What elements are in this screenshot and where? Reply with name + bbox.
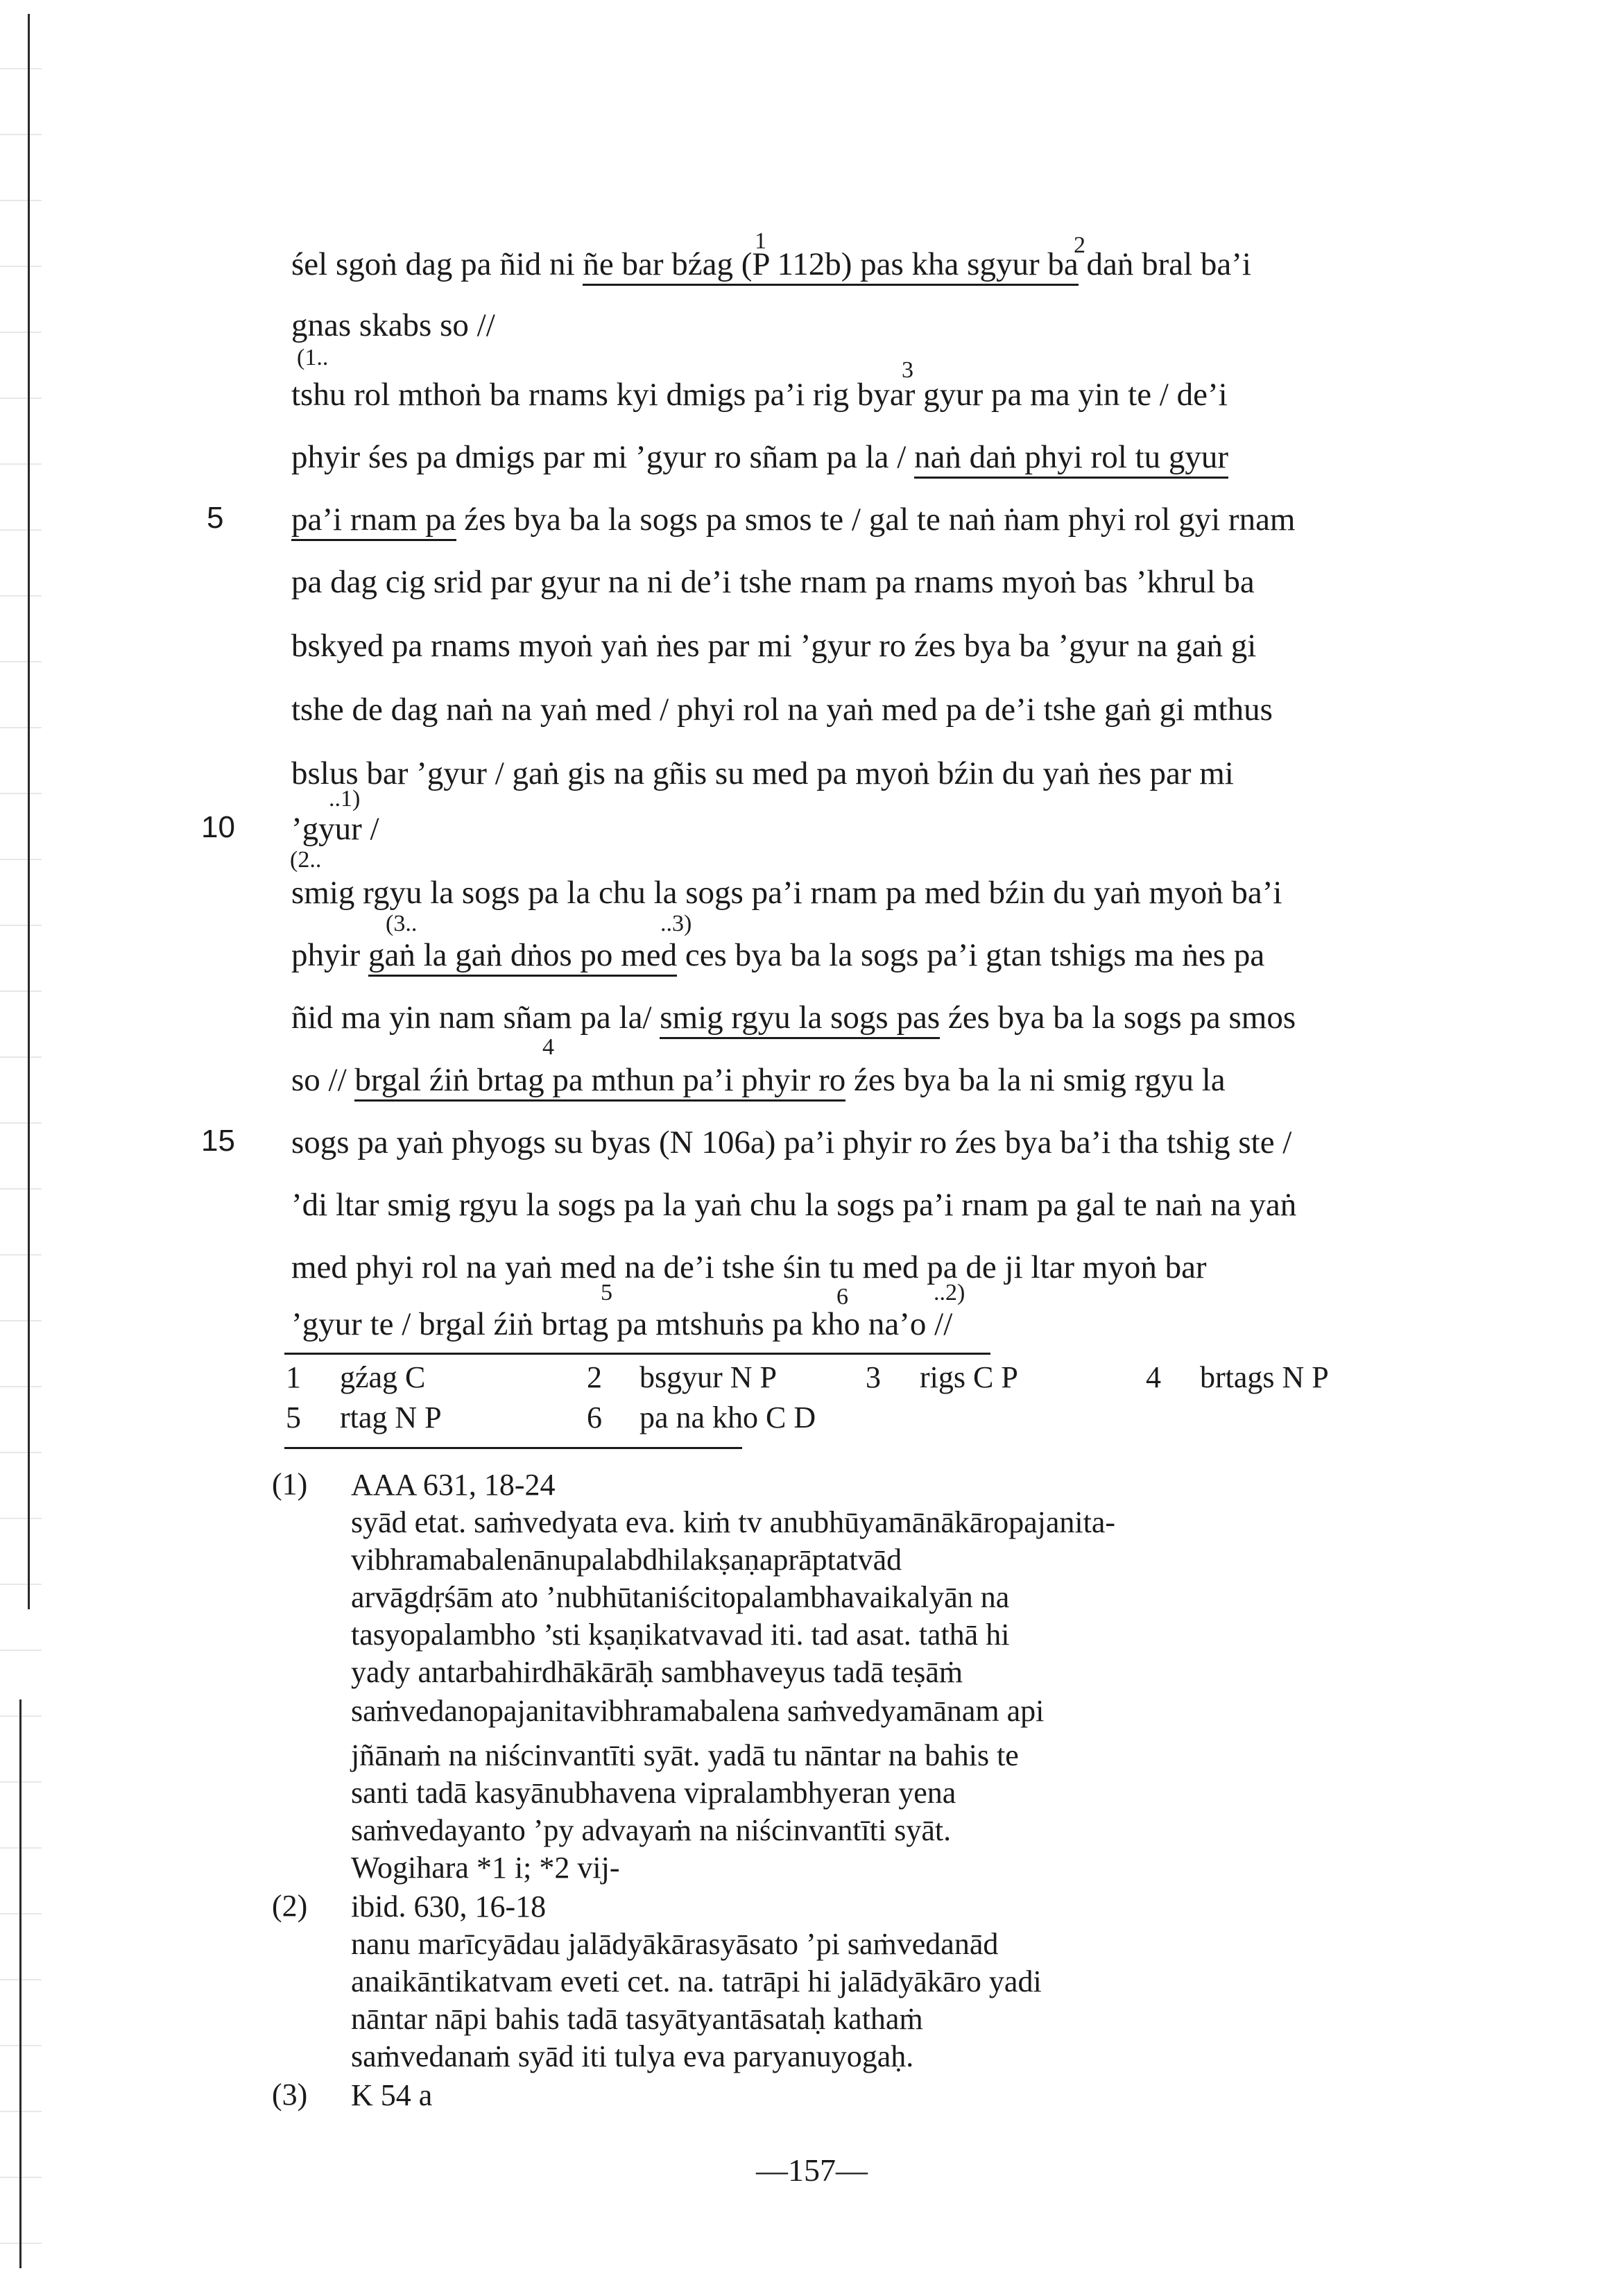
quote-open-marker: (2.. <box>290 847 322 873</box>
apparatus-rule <box>284 1353 990 1355</box>
text-line-2: gnas skabs so // <box>291 307 495 343</box>
variant-marker: 6 <box>836 1284 848 1310</box>
variant-marker: 3 <box>902 357 913 383</box>
text-line-17: med phyi rol na yaṅ med na de’i tshe śin tu med pa de ji ltar myoṅ bar <box>291 1249 1207 1285</box>
footnote-1-line: Wogihara *1 i; *2 vij- <box>351 1851 620 1885</box>
footnote-1-line: saṁvedayanto ’py advayaṁ na niścinvantīti syāt. <box>351 1813 952 1847</box>
variant-marker: 4 <box>542 1034 554 1060</box>
line-number: 15 <box>201 1124 235 1158</box>
text-line-6: pa dag cig srid par gyur na ni de’i tshe rnam pa rnams myoṅ bas ’khrul ba <box>291 564 1255 600</box>
footnote-1-line: vibhramabalenānupalabdhilakṣaṇaprāptatvād <box>351 1543 902 1577</box>
text-line-12: phyir gaṅ la gaṅ dṅos po med ces bya ba la sogs pa’i gtan tshigs ma ṅes pa <box>291 935 1264 975</box>
text-line-15: sogs pa yaṅ phyogs su byas (N 106a) pa’i phyir ro źes bya ba’i tha tshig ste / <box>291 1124 1292 1160</box>
footnote-1-line: AAA 631, 18-24 <box>351 1468 556 1502</box>
text-line-9: bslus bar ’gyur / gaṅ gis na gñis su med pa myoṅ bźin du yaṅ ṅes par mi <box>291 755 1234 791</box>
footnote-1-line: syād etat. saṁvedyata eva. kiṁ tv anubhūyamānākāropajanita- <box>351 1505 1116 1539</box>
text-line-3: tshu rol mthoṅ ba rnams kyi dmigs pa’i rig byar gyur pa ma yin te / de’i <box>291 377 1228 413</box>
text-line-1: śel sgoṅ dag pa ñid ni ñe bar bźag (P 112b) pas kha sgyur ba daṅ bral ba’i <box>291 244 1251 284</box>
text-line-5: pa’i rnam pa źes bya ba la sogs pa smos te / gal te naṅ ṅam phyi rol gyi rnam <box>291 499 1296 540</box>
footnote-2-line: saṁvedanaṁ syād iti tulya eva paryanuyogaḥ. <box>351 2039 914 2073</box>
scan-edge-line <box>28 14 30 1609</box>
variant-text: rigs C P <box>920 1360 1018 1394</box>
variant-number: 2 <box>587 1360 602 1394</box>
footnote-1-line: arvāgdṛśām ato ’nubhūtaniścitopalambhavaikalyān na <box>351 1580 1010 1614</box>
footnote-2-line: ibid. 630, 16-18 <box>351 1890 547 1924</box>
page-number: —157— <box>756 2152 868 2188</box>
footnote-label: (1) <box>272 1467 308 1501</box>
quote-close-marker: ..3) <box>660 911 692 936</box>
text-line-7: bskyed pa rnams myoṅ yaṅ ṅes par mi ’gyur ro źes bya ba ’gyur na gaṅ gi <box>291 628 1257 664</box>
footnote-1-line: santi tadā kasyānubhavena vipralambhyeran yena <box>351 1776 956 1810</box>
variant-text: brtags N P <box>1200 1360 1329 1394</box>
apparatus-rule <box>284 1447 742 1449</box>
scan-edge-line <box>19 1699 22 2268</box>
quote-open-marker: (1.. <box>297 345 329 370</box>
footnote-1-line: yady antarbahirdhākārāḥ sambhaveyus tadā teṣāṁ <box>351 1655 963 1689</box>
text-line-4: phyir śes pa dmigs par mi ’gyur ro sñam pa la / naṅ daṅ phyi rol tu gyur <box>291 437 1228 477</box>
text-line-18: ’gyur te / brgal źiṅ brtag pa mtshuṅs pa kho na’o // <box>291 1306 953 1342</box>
variant-text: gźag C <box>340 1360 426 1394</box>
quote-close-marker: ..1) <box>329 786 361 812</box>
variant-text: pa na kho C D <box>639 1400 816 1434</box>
variant-text: bsgyur N P <box>639 1360 778 1394</box>
text-line-8: tshe de dag naṅ na yaṅ med / phyi rol na yaṅ med pa de’i tshe gaṅ gi mthus <box>291 692 1273 728</box>
text-line-13: ñid ma yin nam sñam pa la/ smig rgyu la sogs pas źes bya ba la sogs pa smos <box>291 997 1296 1038</box>
footnote-label: (2) <box>272 1889 308 1923</box>
footnote-3-line: K 54 a <box>351 2078 433 2112</box>
text-line-16: ’di ltar smig rgyu la sogs pa la yaṅ chu la sogs pa’i rnam pa gal te naṅ na yaṅ <box>291 1187 1297 1223</box>
footnote-2-line: anaikāntikatvam eveti cet. na. tatrāpi hi jalādyākāro yadi <box>351 1964 1042 1998</box>
quote-open-marker: (3.. <box>386 911 418 936</box>
line-number: 10 <box>201 810 235 844</box>
variant-marker: 2 <box>1074 232 1085 258</box>
footnote-2-line: nanu marīcyādau jalādyākārasyāsato ’pi saṁvedanād <box>351 1927 999 1961</box>
footnote-1-line: jñānaṁ na niścinvantīti syāt. yadā tu nāntar na bahis te <box>351 1738 1019 1772</box>
text-line-11: smig rgyu la sogs pa la chu la sogs pa’i rnam pa med bźin du yaṅ myoṅ ba’i <box>291 875 1282 911</box>
footnote-2-line: nāntar nāpi bahis tadā tasyātyantāsataḥ kathaṁ <box>351 2002 923 2036</box>
footnote-label: (3) <box>272 2077 308 2111</box>
footnote-1-line: saṁvedanopajanitavibhramabalena saṁvedyamānam api <box>351 1694 1045 1728</box>
variant-number: 4 <box>1146 1360 1161 1394</box>
variant-number: 1 <box>286 1360 301 1394</box>
line-number: 5 <box>207 501 224 535</box>
variant-text: rtag N P <box>340 1400 442 1434</box>
footnote-1-line: tasyopalambho ’sti kṣaṇikatvavad iti. tad asat. tathā hi <box>351 1618 1010 1652</box>
variant-number: 5 <box>286 1400 301 1434</box>
variant-marker: 1 <box>755 228 766 254</box>
text-line-10: ’gyur / <box>291 811 379 847</box>
variant-number: 3 <box>866 1360 881 1394</box>
text-line-14: so // brgal źiṅ brtag pa mthun pa’i phyir ro źes bya ba la ni smig rgyu la <box>291 1060 1226 1100</box>
variant-marker: 5 <box>601 1280 612 1305</box>
variant-number: 6 <box>587 1400 602 1434</box>
quote-close-marker: ..2) <box>934 1280 965 1305</box>
